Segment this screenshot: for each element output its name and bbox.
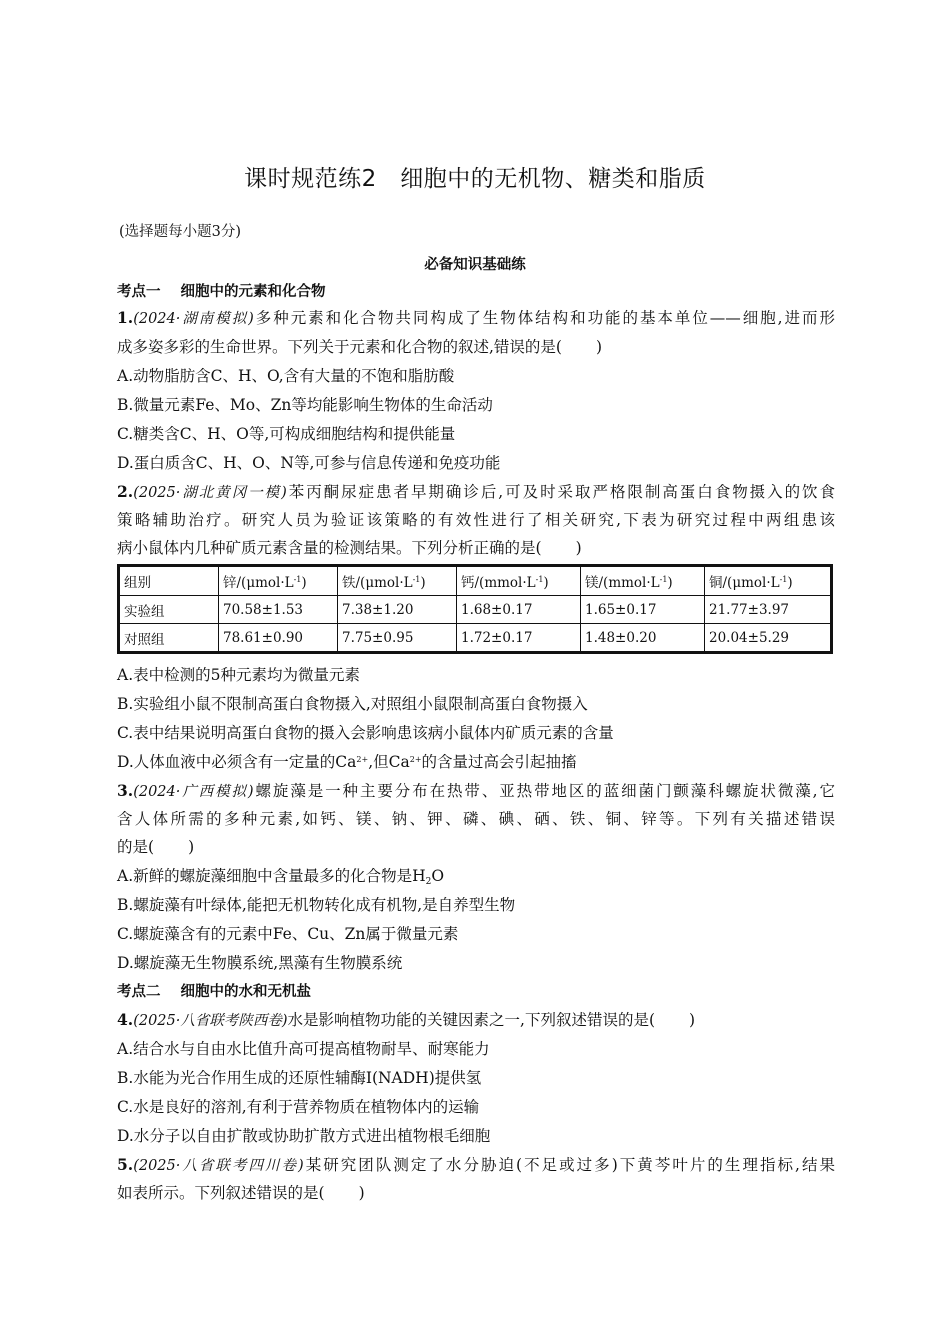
point-name: 细胞中的元素和化合物 — [180, 284, 326, 300]
question-text: 某研究团队测定了水分胁迫(不足或过多)下黄芩叶片的生理指标,结果 — [303, 1156, 835, 1174]
question-text: 病小鼠体内几种矿质元素含量的检测结果。下列分析正确的是( — [117, 539, 542, 557]
question-2-option-c: C.表中结果说明高蛋白食物的摄入会影响患该病小鼠体内矿质元素的含量 — [117, 724, 614, 742]
question-text: 成多姿多彩的生命世界。下列关于元素和化合物的叙述,错误的是( — [117, 338, 562, 356]
question-text: 苯丙酮尿症患者早期确诊后,可及时采取严格限制高蛋白食物摄入的饮食 — [286, 483, 836, 501]
question-4-option-c: C.水是良好的溶剂,有利于营养物质在植物体内的运输 — [117, 1098, 480, 1116]
question-2-line-1 — [117, 482, 835, 503]
table-row — [119, 624, 832, 653]
table-cell: 21.77±3.97 — [705, 596, 832, 624]
table-header-cell: 组别 — [119, 566, 219, 596]
question-3-line-1 — [117, 781, 835, 802]
table-cell: 对照组 — [119, 624, 219, 653]
question-5-line-1 — [117, 1155, 835, 1176]
page-title: 课时规范练2 细胞中的无机物、糖类和脂质 — [244, 166, 706, 192]
table-cell: 20.04±5.29 — [705, 624, 832, 653]
point-label: 考点二 — [117, 984, 161, 1000]
table-row — [119, 596, 832, 624]
table-cell: 1.48±0.20 — [581, 624, 705, 653]
question-3-line-3 — [117, 837, 194, 857]
table-cell: 实验组 — [119, 596, 219, 624]
score-note: (选择题每小题3分) — [119, 224, 242, 240]
section-title: 必备知识基础练 — [424, 257, 526, 273]
question-1-option-a: A.动物脂肪含C、H、O,含有大量的不饱和脂肪酸 — [117, 367, 455, 385]
mineral-table — [117, 564, 833, 654]
table-cell: 1.65±0.17 — [581, 596, 705, 624]
question-text: ) — [575, 539, 582, 557]
question-3-option-b: B.螺旋藻有叶绿体,能把无机物转化成有机物,是自养型生物 — [117, 896, 516, 914]
question-1-option-d: D.蛋白质含C、H、O、N等,可参与信息传递和免疫功能 — [117, 454, 501, 472]
question-source: (2024·湖南模拟) — [133, 311, 254, 327]
table-header-cell: 镁$/(mmol\cdot L^{-1})$ — [581, 566, 705, 596]
question-text: ) — [358, 1184, 365, 1202]
table-header-cell: 铜$/(\mu mol\cdot L^{-1})$ — [705, 566, 832, 596]
knowledge-point-2 — [117, 982, 311, 1002]
table-cell: 7.38±1.20 — [338, 596, 457, 624]
table-header-row — [119, 566, 832, 596]
question-2-option-d: D.人体血液中必须含有一定量的$Ca^{2+}$,但$Ca^{2+}$的含量过高会引起抽搐 — [117, 753, 577, 771]
question-text: 螺旋藻是一种主要分布在热带、亚热带地区的蓝细菌门颤藻科螺旋状微藻,它 — [253, 782, 835, 800]
question-source: (2024·广西模拟) — [133, 784, 254, 800]
question-text: 的是( — [117, 838, 155, 856]
table-cell: 1.72±0.17 — [457, 624, 581, 653]
question-text: 水是影响植物功能的关键因素之一,下列叙述错误的是( — [287, 1011, 655, 1029]
question-1-line-2 — [117, 337, 602, 357]
knowledge-point-1 — [117, 282, 326, 302]
question-3-line-2: 含人体所需的多种元素,如钙、镁、钠、钾、磷、碘、硒、铁、铜、锌等。下列有关描述错误 — [117, 810, 835, 828]
question-number: 3. — [117, 781, 134, 800]
question-2-line-3 — [117, 538, 582, 558]
question-source: (2025·八省联考陕西卷) — [133, 1013, 288, 1029]
question-4-option-b: B.水能为光合作用生成的还原性辅酶Ⅰ(NADH)提供氢 — [117, 1069, 482, 1087]
question-4-option-d: D.水分子以自由扩散或协助扩散方式进出植物根毛细胞 — [117, 1127, 491, 1145]
table-header-cell: 钙$/(mmol\cdot L^{-1})$ — [457, 566, 581, 596]
table-cell: 70.58±1.53 — [219, 596, 338, 624]
question-3-option-d: D.螺旋藻无生物膜系统,黑藻有生物膜系统 — [117, 954, 403, 972]
table-cell: 1.68±0.17 — [457, 596, 581, 624]
question-2-option-b: B.实验组小鼠不限制高蛋白食物摄入,对照组小鼠限制高蛋白食物摄入 — [117, 695, 588, 713]
question-number: 2. — [117, 482, 134, 501]
question-3-option-a: A.新鲜的螺旋藻细胞中含量最多的化合物是$H_2O$ — [117, 867, 445, 887]
table-header-cell: 锌$/(\mu mol\cdot L^{-1})$ — [219, 566, 338, 596]
question-1-option-b: B.微量元素Fe、Mo、Zn等均能影响生物体的生命活动 — [117, 396, 493, 414]
question-2-line-2: 策略辅助治疗。研究人员为验证该策略的有效性进行了相关研究,下表为研究过程中两组患该 — [117, 511, 835, 529]
question-1-option-c: C.糖类含C、H、O等,可构成细胞结构和提供能量 — [117, 425, 456, 443]
table-cell: 7.75±0.95 — [338, 624, 457, 653]
question-5-line-2 — [117, 1183, 365, 1203]
question-text: ) — [188, 838, 195, 856]
question-source: (2025·湖北黄冈一模) — [133, 485, 287, 501]
point-label: 考点一 — [117, 284, 161, 300]
point-name: 细胞中的水和无机盐 — [180, 984, 311, 1000]
question-source: (2025·八省联考四川卷) — [133, 1158, 304, 1174]
question-number: 4. — [117, 1010, 134, 1029]
table-header-cell: 铁$/(\mu mol\cdot L^{-1})$ — [338, 566, 457, 596]
question-4-line-1 — [117, 1010, 695, 1031]
question-text: ) — [689, 1011, 696, 1029]
question-number: 1. — [117, 308, 134, 327]
question-3-option-c: C.螺旋藻含有的元素中Fe、Cu、Zn属于微量元素 — [117, 925, 459, 943]
question-number: 5. — [117, 1155, 134, 1174]
question-4-option-a: A.结合水与自由水比值升高可提高植物耐旱、耐寒能力 — [117, 1040, 490, 1058]
question-text: 如表所示。下列叙述错误的是( — [117, 1184, 325, 1202]
table-cell: 78.61±0.90 — [219, 624, 338, 653]
question-1-line-1 — [117, 308, 835, 329]
question-text: ) — [595, 338, 603, 356]
question-text: 多种元素和化合物共同构成了生物体结构和功能的基本单位——细胞,进而形 — [253, 309, 835, 327]
question-2-option-a: A.表中检测的5种元素均为微量元素 — [117, 666, 360, 684]
